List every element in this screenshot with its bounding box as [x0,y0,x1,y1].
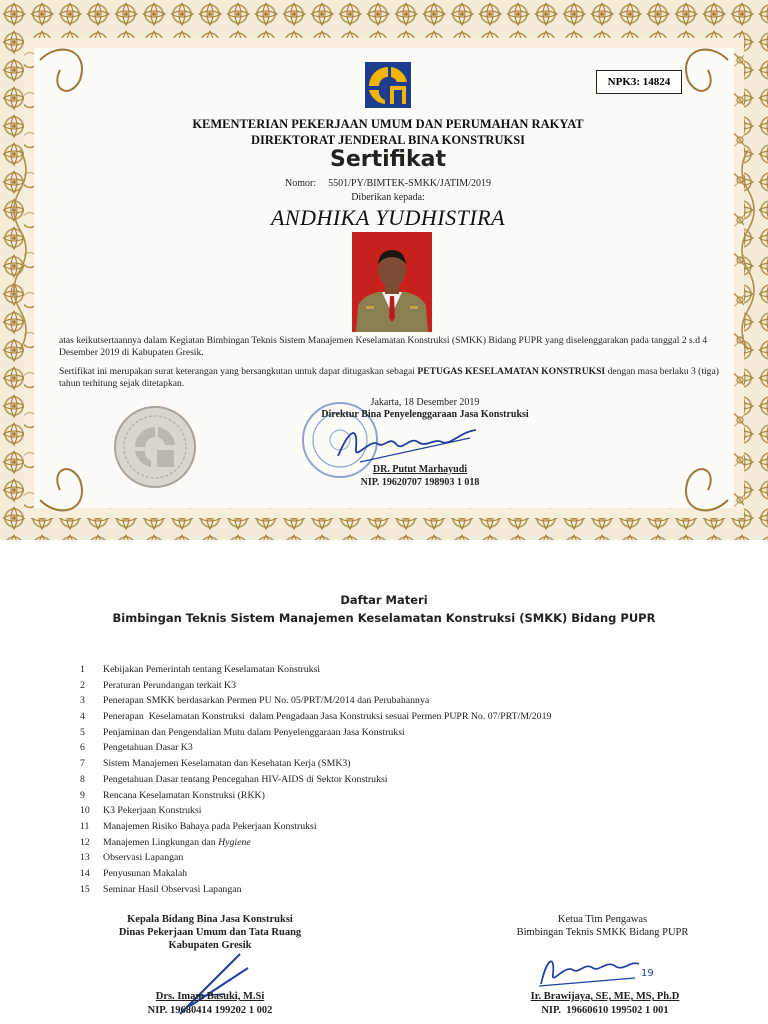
list-item [80,662,700,678]
list-item [80,693,700,709]
item-number: 4 [80,711,85,723]
item-text: Sistem Manajemen Keselamatan dan Kesehatan Kerja (SMK3) [103,758,351,770]
materials-list [80,662,700,897]
hygiene-term: Hygiene [218,836,251,848]
item-text: K3 Pekerjaan Konstruksi [103,805,202,817]
item-text: Pengetahuan Dasar tentang Pencegahan HIV-AIDS di Sektor Konstruksi [103,773,388,785]
certificate-number [250,178,526,189]
materials-subheading: Bimbingan Teknis Sistem Manajemen Keselamatan Konstruksi (SMKK) Bidang PUPR [112,611,656,625]
list-item [80,850,700,866]
item-text: Manajemen Lingkungan dan Hygiene [103,836,251,848]
list-item [80,788,700,804]
item-text: Pengetahuan Dasar K3 [103,742,193,754]
item-text: Penjaminan dan Pengendalian Mutu dalam Penyelenggaraan Jasa Konstruksi [103,726,405,738]
item-text: Penerapan SMKK berdasarkan Permen PU No. 05/PRT/M/2014 dan Perubahannya [103,695,430,707]
item-text: Manajemen Risiko Bahaya pada Pekerjaan Konstruksi [103,820,317,832]
validity-paragraph [59,366,739,390]
item-number: 15 [80,883,90,895]
item-number: 3 [80,695,85,707]
item-number: 9 [80,789,85,801]
signer-nip: NIP. 19620707 198903 1 018 [360,477,480,488]
item-text: Peraturan Perundangan terkait K3 [103,679,237,691]
item-number: 12 [80,836,90,848]
list-item [80,756,700,772]
right-signature [535,948,660,990]
ministry-logo [365,62,411,108]
ministry-header [150,116,626,148]
right-signer-position: Ketua Tim Pengawas [557,914,648,925]
list-item [80,709,700,725]
right-signer-block [475,913,730,939]
list-item [80,678,700,694]
list-item [80,835,700,851]
item-text: Seminar Hasil Observasi Lapangan [103,883,242,895]
right-signer-team: Bimbingan Teknis SMKK Bidang PUPR [516,927,689,938]
list-item [80,882,700,898]
number-value: 5501/PY/BIMTEK-SMKK/JATIM/2019 [328,178,491,189]
number-label: Nomor: [285,178,317,189]
list-item [80,803,700,819]
recipient-photo [352,232,432,332]
signing-place-date: Jakarta, 18 Desember 2019 [370,397,480,408]
item-text: Observasi Lapangan [103,852,184,864]
certificate-title: Sertifikat [330,147,446,172]
item-text: Penyusunan Makalah [103,867,188,879]
item-number: 2 [80,679,85,691]
item-number: 11 [80,820,90,832]
npk-number: NPK3: 14824 [596,70,682,94]
given-to-label: Diberikan kepada: [351,192,425,203]
item-number: 1 [80,664,85,675]
item-text: Penerapan Keselamatan Konstruksi dalam Pengadaan Jasa Konstruksi sesuai Permen PUPR No. 07/PRT/M/2019 [103,711,552,723]
item-number: 8 [80,773,85,785]
validity-text-end: dengan masa berlaku 3 (tiga) tahun terhitung sejak ditetapkan. [59,366,719,389]
list-item [80,866,700,882]
list-item [80,819,700,835]
list-item [80,772,700,788]
role-title: PETUGAS KESELAMATAN KONSTRUKSI [417,366,606,377]
item-number: 13 [80,852,90,864]
left-signer-region: Kabupaten Gresik [168,940,252,951]
materials-heading: Daftar Materi [340,593,428,607]
item-number: 10 [80,805,90,817]
ministry-name: KEMENTERIAN PEKERJAAN UMUM DAN PERUMAHAN RAKYAT [192,117,584,131]
item-number: 14 [80,867,90,879]
item-number: 6 [80,742,85,754]
participation-paragraph: atas keikutsertaannya dalam Kegiatan Bimbingan Teknis Sistem Manajemen Keselamatan Konstruksi (SMKK) Bidang PUPR yang diselenggarakan pada tanggal 2 s.d 4 Desember 2019 di Kabupaten Gresik. [59,335,708,358]
validity-text-start: Sertifikat ini merupakan surat keterangan yang bersangkutan untuk dapat ditugaskan sebagai [59,366,415,377]
embossed-seal [113,405,197,489]
recipient-name: ANDHIKA YUDHISTIRA [270,205,506,230]
left-signer-position: Kepala Bidang Bina Jasa Konstruksi [127,914,293,925]
left-signer-name: Drs. Imam Basuki, M.Si [155,991,265,1002]
item-number: 5 [80,726,85,738]
right-signer-name: Ir. Brawijaya, SE, ME, MS, Ph.D [530,991,680,1002]
list-item [80,740,700,756]
item-number: 7 [80,758,85,770]
signer-position: Direktur Bina Penyelenggaraan Jasa Konstruksi [321,409,529,420]
left-signer-nip: NIP. 19680414 199202 1 002 [147,1005,273,1016]
item-text: Rencana Keselamatan Konstruksi (RKK) [103,789,265,801]
directorate-name: DIREKTORAT JENDERAL BINA KONSTRUKSI [250,133,526,147]
svg-text:19: 19 [641,968,654,979]
item-text: Kebijakan Pemerintah tentang Keselamatan Konstruksi [103,664,321,675]
left-signer-agency: Dinas Pekerjaan Umum dan Tata Ruang [118,927,302,938]
signer-name: DR. Putut Marhayudi [372,464,468,475]
list-item [80,725,700,741]
right-signer-nip: NIP. 19660610 199502 1 001 [541,1005,669,1016]
director-signature [330,418,480,468]
